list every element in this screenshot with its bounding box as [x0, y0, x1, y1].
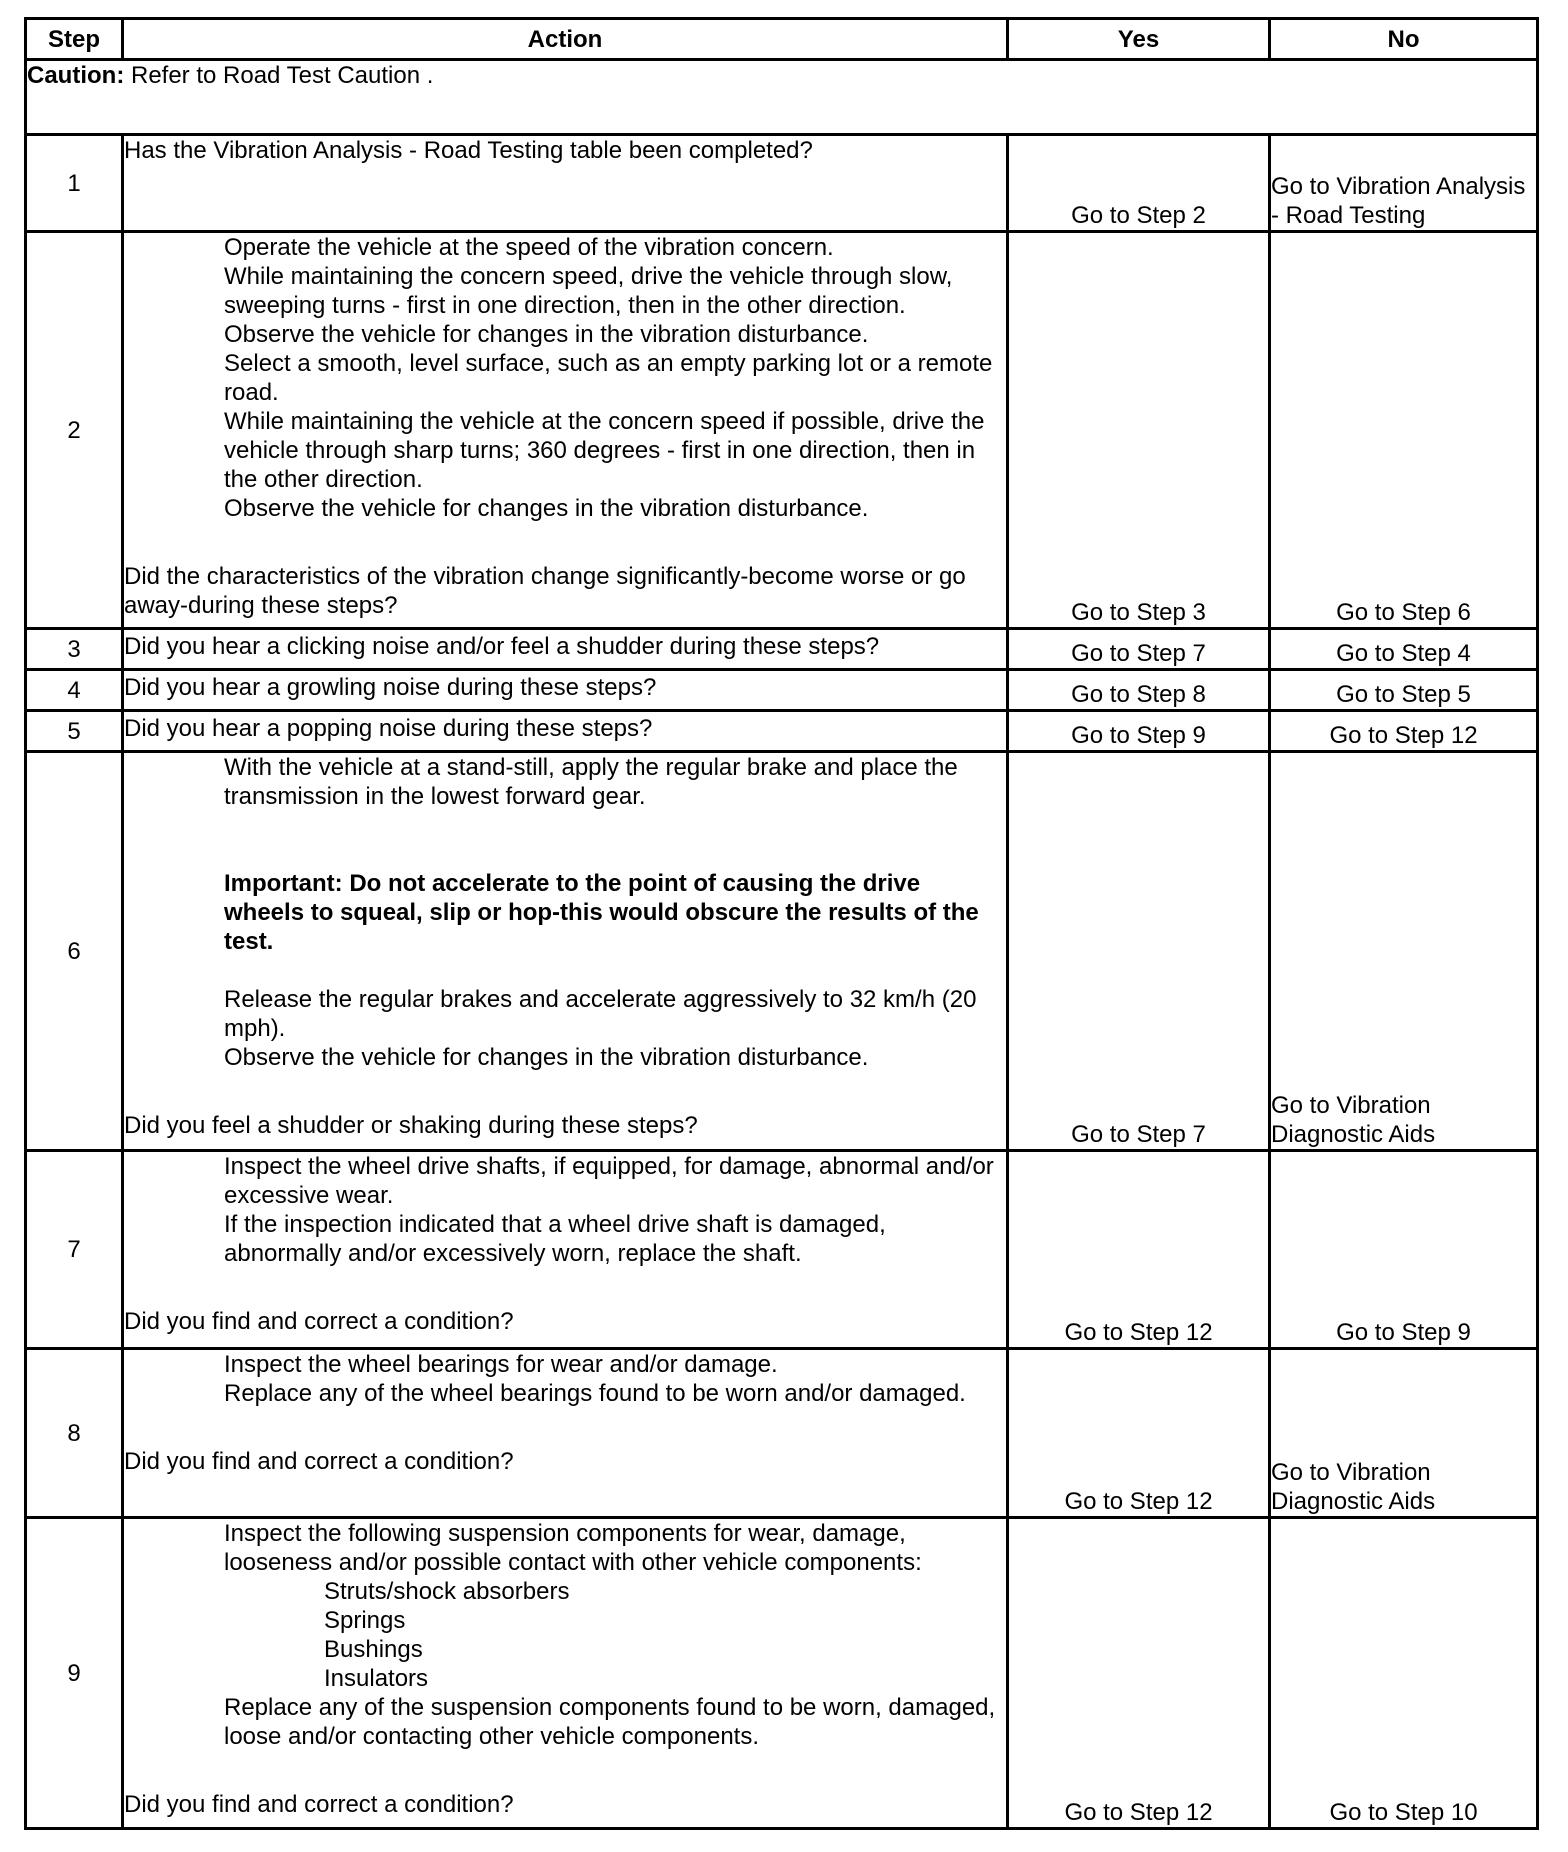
step-number: 7: [26, 1151, 123, 1349]
table-row: [26, 135, 1538, 232]
caution-text: Refer to Road Test Caution .: [124, 62, 434, 89]
instruction-text: Replace any of the wheel bearings found to be worn and/or damaged.: [224, 1380, 966, 1407]
instruction-text: While maintaining the concern speed, drive the vehicle through slow, sweeping turns - first in one direction, then in the other direction.: [224, 263, 953, 319]
table-row: [26, 1518, 1538, 1829]
step-number: 4: [26, 670, 123, 711]
yes-link[interactable]: Go to Step 12: [1008, 1518, 1270, 1829]
caution-label: Caution:: [27, 62, 125, 89]
no-link[interactable]: Go to Step 9: [1270, 1151, 1538, 1349]
instruction-text: Inspect the wheel bearings for wear and/or damage.: [224, 1351, 778, 1378]
no-link[interactable]: Go to Step 4: [1270, 629, 1538, 670]
component-list: [224, 1577, 1006, 1693]
list-item: Struts/shock absorbers: [324, 1578, 570, 1605]
question-text: Did you find and correct a condition?: [124, 1448, 514, 1475]
caution-cell: [26, 60, 1538, 135]
action-cell: [123, 1151, 1008, 1349]
no-link[interactable]: Go to Step 6: [1270, 232, 1538, 629]
table-row: [26, 232, 1538, 629]
header-action: Action: [123, 19, 1008, 60]
table-row: [26, 1349, 1538, 1518]
header-step: Step: [26, 19, 123, 60]
instruction-text: Select a smooth, level surface, such as an empty parking lot or a remote road.: [224, 350, 993, 406]
question-text: Did you hear a growling noise during these steps?: [124, 674, 657, 701]
action-cell: [123, 629, 1008, 670]
table-row: [26, 1151, 1538, 1349]
step-number: 2: [26, 232, 123, 629]
no-link[interactable]: Go to Step 5: [1270, 670, 1538, 711]
instruction-text: Inspect the wheel drive shafts, if equipped, for damage, abnormal and/or excessive wear.: [224, 1153, 994, 1209]
instruction-block: [124, 1519, 1006, 1751]
yes-link[interactable]: Go to Step 8: [1008, 670, 1270, 711]
question-text: Did you find and correct a condition?: [124, 1308, 514, 1335]
step-number: 5: [26, 711, 123, 752]
yes-link[interactable]: Go to Step 7: [1008, 752, 1270, 1151]
yes-link[interactable]: Go to Step 3: [1008, 232, 1270, 629]
step-number: 9: [26, 1518, 123, 1829]
yes-link[interactable]: Go to Step 2: [1008, 135, 1270, 232]
list-item: Bushings: [324, 1636, 423, 1663]
question-text: Did you hear a popping noise during these steps?: [124, 715, 653, 742]
instruction-text: While maintaining the vehicle at the concern speed if possible, drive the vehicle through sharp turns; 360 degrees - first in one direction, then in the other direction.: [224, 408, 985, 493]
yes-link[interactable]: Go to Step 12: [1008, 1349, 1270, 1518]
action-cell: [123, 1349, 1008, 1518]
question-text: Did you hear a clicking noise and/or feel a shudder during these steps?: [124, 633, 880, 660]
header-no: No: [1270, 19, 1538, 60]
instruction-block: [124, 233, 1006, 523]
yes-link[interactable]: Go to Step 9: [1008, 711, 1270, 752]
header-row: [26, 19, 1538, 60]
yes-link[interactable]: Go to Step 12: [1008, 1151, 1270, 1349]
table-row: [26, 711, 1538, 752]
step-number: 6: [26, 752, 123, 1151]
header-yes: Yes: [1008, 19, 1270, 60]
instruction-text: Inspect the following suspension components for wear, damage, looseness and/or possible contact with other vehicle components:: [224, 1520, 922, 1576]
action-cell: [123, 1518, 1008, 1829]
action-cell: [123, 670, 1008, 711]
instruction-text: Operate the vehicle at the speed of the vibration concern.: [224, 234, 834, 261]
no-link[interactable]: [1270, 135, 1538, 232]
step-number: 8: [26, 1349, 123, 1518]
no-link[interactable]: Go to Step 12: [1270, 711, 1538, 752]
instruction-text: Replace any of the suspension components found to be worn, damaged, loose and/or contacting other vehicle components.: [224, 1694, 996, 1750]
diagnostic-table: [24, 17, 1539, 1830]
no-link[interactable]: Go to Vibration Diagnostic Aids: [1270, 1349, 1538, 1518]
instruction-text: Observe the vehicle for changes in the vibration disturbance.: [224, 321, 869, 348]
question-text: Did the characteristics of the vibration change significantly-become worse or go away-during these steps?: [124, 563, 966, 619]
step-number: 3: [26, 629, 123, 670]
action-cell: [123, 232, 1008, 629]
action-cell: [123, 711, 1008, 752]
important-note: Important: Do not accelerate to the point of causing the drive wheels to squeal, slip or hop-this would obscure the results of the test.: [224, 870, 979, 955]
instruction-block: [124, 1350, 1006, 1408]
instruction-text: With the vehicle at a stand-still, apply the regular brake and place the transmission in the lowest forward gear.: [224, 754, 958, 810]
yes-link[interactable]: Go to Step 7: [1008, 629, 1270, 670]
instruction-text: Observe the vehicle for changes in the vibration disturbance.: [224, 1044, 869, 1071]
question-text: Did you feel a shudder or shaking during these steps?: [124, 1112, 698, 1139]
no-link[interactable]: Go to Step 10: [1270, 1518, 1538, 1829]
no-link-text[interactable]: Go to Vibration Analysis - Road Testing: [1271, 173, 1526, 229]
action-cell: [123, 135, 1008, 232]
table-row: [26, 629, 1538, 670]
instruction-block: [124, 753, 1006, 1072]
action-cell: [123, 752, 1008, 1151]
step-number: 1: [26, 135, 123, 232]
question-text: Did you find and correct a condition?: [124, 1791, 514, 1818]
list-item: Springs: [324, 1607, 406, 1634]
question-text: Has the Vibration Analysis - Road Testing table been completed?: [124, 137, 813, 164]
table-row: [26, 670, 1538, 711]
no-link[interactable]: Go to Vibration Diagnostic Aids: [1270, 752, 1538, 1151]
instruction-text: Observe the vehicle for changes in the vibration disturbance.: [224, 495, 869, 522]
list-item: Insulators: [324, 1665, 429, 1692]
table-row: [26, 752, 1538, 1151]
instruction-text: Release the regular brakes and accelerate aggressively to 32 km/h (20 mph).: [224, 986, 977, 1042]
instruction-block: [124, 1152, 1006, 1268]
caution-row: [26, 60, 1538, 135]
instruction-text: If the inspection indicated that a wheel drive shaft is damaged, abnormally and/or excessively worn, replace the shaft.: [224, 1211, 886, 1267]
